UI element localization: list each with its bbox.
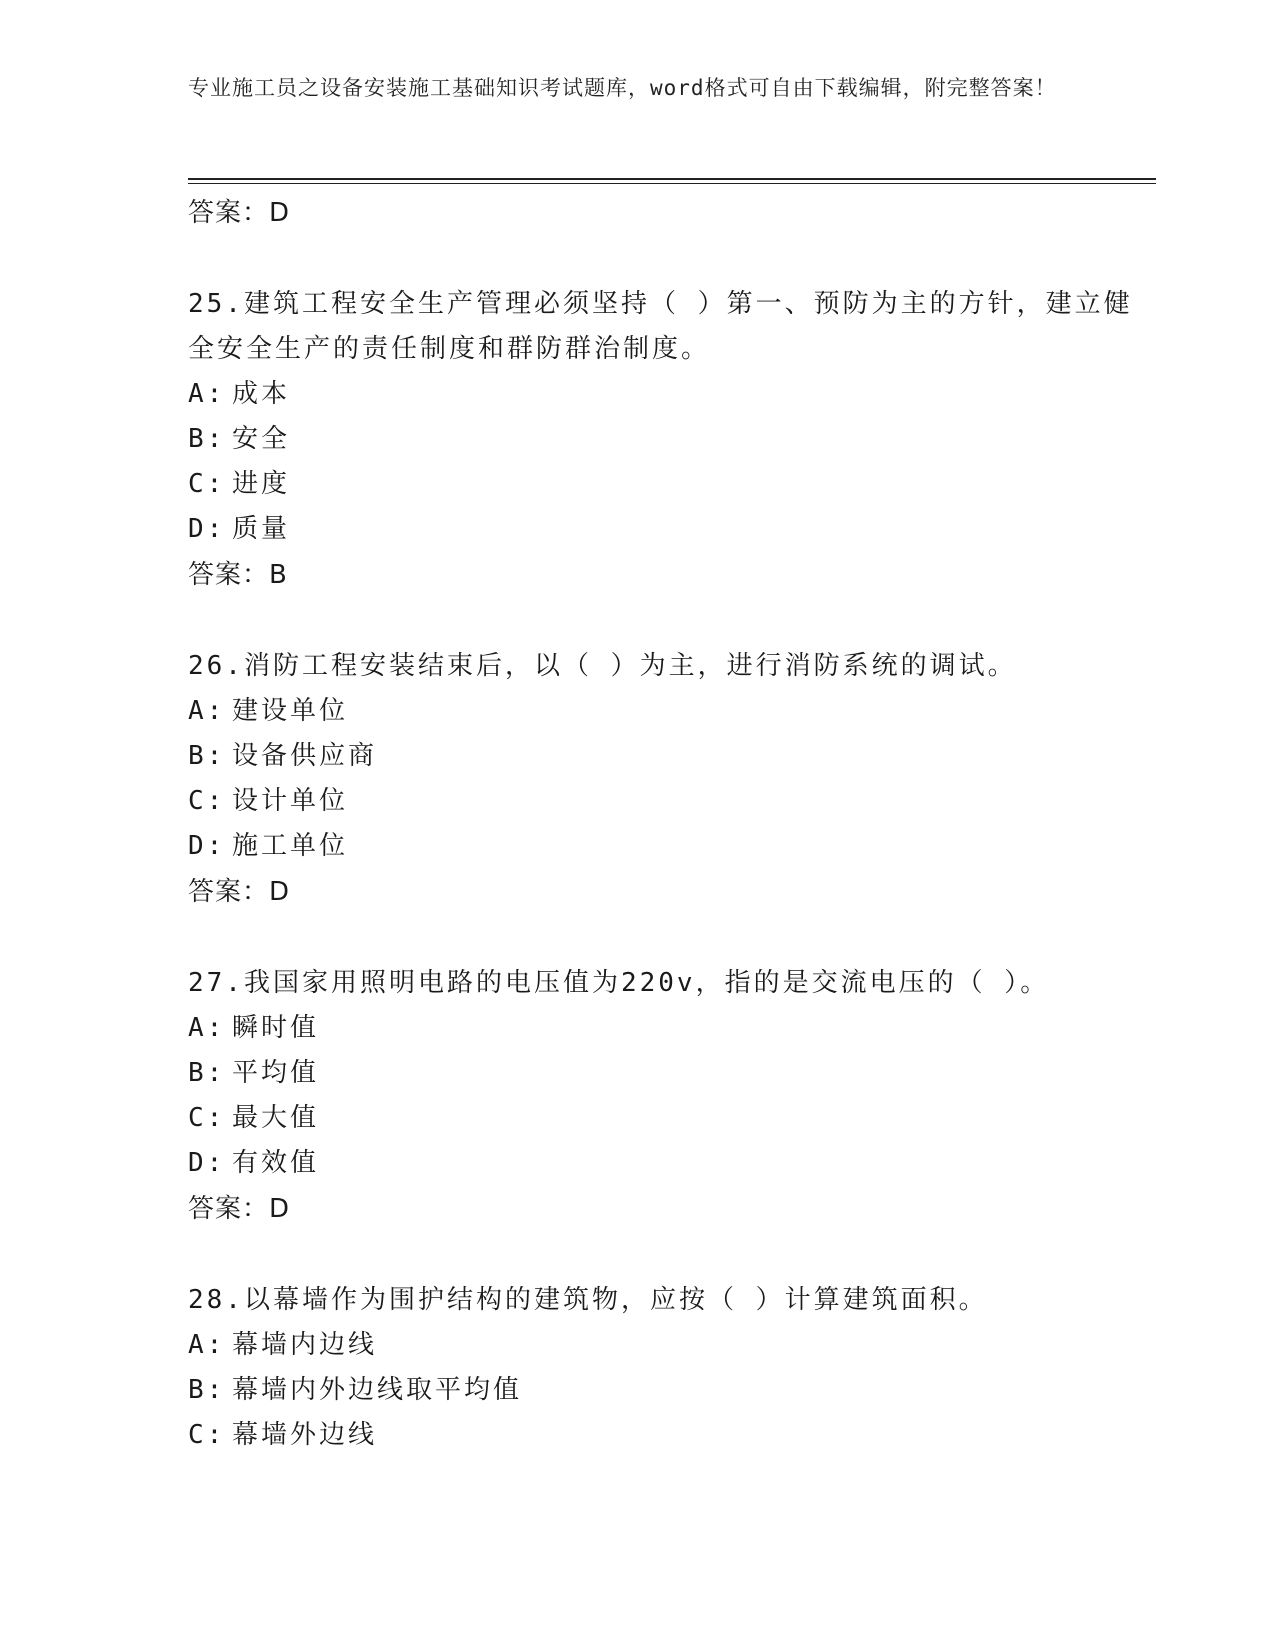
header-rule-thick — [188, 178, 1156, 180]
option-text: 成本 — [232, 379, 291, 409]
option-letter: A: — [188, 696, 226, 726]
answer-line: 答案：D — [188, 198, 291, 228]
question-item — [188, 961, 1156, 1232]
option-letter: B: — [188, 424, 226, 454]
header-rule-thin — [188, 183, 1156, 184]
option-text: 最大值 — [232, 1103, 320, 1133]
option-c — [188, 1413, 1156, 1458]
question-stem: 27.我国家用照明电路的电压值为220v，指的是交流电压的（ ）。 — [188, 968, 1050, 998]
option-letter: A: — [188, 1013, 226, 1043]
question-stem: 26.消防工程安装结束后，以（ ）为主，进行消防系统的调试。 — [188, 651, 1017, 681]
option-d — [188, 507, 1156, 552]
option-letter: D: — [188, 514, 226, 544]
option-text: 质量 — [232, 514, 291, 544]
question-stem: 25.建筑工程安全生产管理必须坚持（ ）第一、预防为主的方针，建立健全安全生产的责任制度和群防群治制度。 — [188, 289, 1133, 364]
option-text: 瞬时值 — [232, 1013, 320, 1043]
option-letter: C: — [188, 786, 226, 816]
question-item — [188, 644, 1156, 915]
option-a — [188, 1006, 1156, 1051]
question-stem: 28.以幕墙作为围护结构的建筑物，应按（ ）计算建筑面积。 — [188, 1285, 988, 1315]
option-text: 施工单位 — [232, 831, 349, 861]
option-text: 平均值 — [232, 1058, 320, 1088]
option-b — [188, 734, 1156, 779]
option-a — [188, 689, 1156, 734]
option-d — [188, 1141, 1156, 1186]
option-text: 进度 — [232, 469, 291, 499]
option-letter: B: — [188, 1375, 226, 1405]
option-text: 幕墙外边线 — [232, 1420, 378, 1450]
option-letter: D: — [188, 831, 226, 861]
question-item — [188, 1278, 1156, 1458]
option-text: 有效值 — [232, 1148, 320, 1178]
option-c — [188, 779, 1156, 824]
option-text: 建设单位 — [232, 696, 349, 726]
option-c — [188, 462, 1156, 507]
option-letter: C: — [188, 1420, 226, 1450]
option-text: 幕墙内边线 — [232, 1330, 378, 1360]
option-letter: B: — [188, 741, 226, 771]
option-a — [188, 372, 1156, 417]
question-list — [188, 190, 1156, 1458]
option-text: 设计单位 — [232, 786, 349, 816]
option-text: 设备供应商 — [232, 741, 378, 771]
option-letter: C: — [188, 1103, 226, 1133]
option-letter: D: — [188, 1148, 226, 1178]
answer-line: 答案：B — [188, 560, 288, 590]
question-item — [188, 282, 1156, 598]
option-b — [188, 1051, 1156, 1096]
option-text: 幕墙内外边线取平均值 — [232, 1375, 523, 1405]
option-letter: A: — [188, 379, 226, 409]
option-b — [188, 1368, 1156, 1413]
option-letter: A: — [188, 1330, 226, 1360]
document-header: 专业施工员之设备安装施工基础知识考试题库，word格式可自由下载编辑，附完整答案！ — [188, 76, 1057, 100]
option-d — [188, 824, 1156, 869]
option-letter: B: — [188, 1058, 226, 1088]
answer-line: 答案：D — [188, 1194, 291, 1224]
answer-line: 答案：D — [188, 877, 291, 907]
option-b — [188, 417, 1156, 462]
option-letter: C: — [188, 469, 226, 499]
option-a — [188, 1323, 1156, 1368]
option-text: 安全 — [232, 424, 291, 454]
option-c — [188, 1096, 1156, 1141]
